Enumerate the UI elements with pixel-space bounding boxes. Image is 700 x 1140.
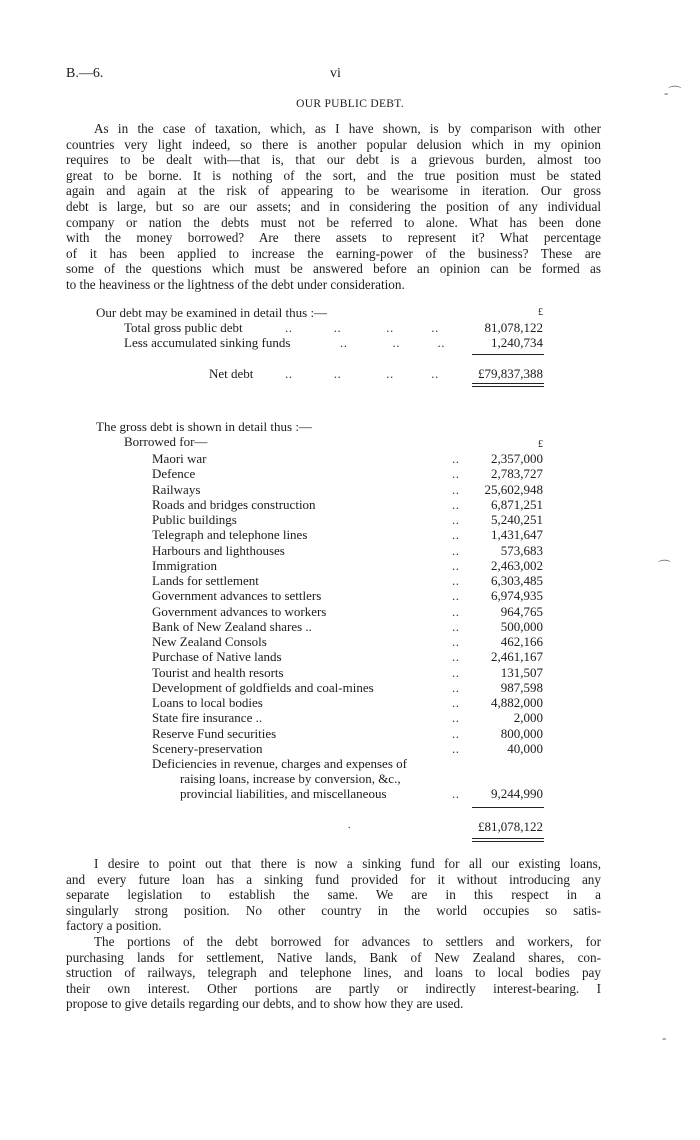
detail-row-label: Purchase of Native lands <box>152 649 282 665</box>
text-line: great to be borne. It is nothing of the sort, and the true position must be stated <box>66 167 601 183</box>
page-identifier: B.—6. <box>66 66 104 81</box>
detail-row-amount: 6,303,485 <box>491 573 543 588</box>
detail-row-label: Defence <box>152 466 196 482</box>
stray-mark: . <box>348 820 351 831</box>
net-double-rule <box>472 386 544 387</box>
margin-mark: ‐⌒ <box>664 85 682 100</box>
detail-row-amount: 6,974,935 <box>491 588 543 604</box>
text-line: their own interest. Other portions are partly or indirectly interest-bearing. I <box>66 980 601 996</box>
closing-section <box>66 856 601 1012</box>
detail-row-label: Loans to local bodies <box>152 695 263 710</box>
text-line: struction of railways, telegraph and telephone lines, and loans to local bodies pay <box>66 965 601 981</box>
summary-row-amount: 81,078,122 <box>484 320 543 335</box>
detail-row-label: Lands for settlement <box>152 573 259 588</box>
leader-dots: .. <box>452 512 460 527</box>
detail-row-label: Immigration <box>152 557 217 573</box>
leader-dots: .. <box>452 618 460 634</box>
detail-row-label: Development of goldfields and coal-mines <box>152 679 374 695</box>
detail-row-amount: 987,598 <box>500 679 543 695</box>
detail-row-label: New Zealand Consols <box>152 634 267 649</box>
detail-row-amount: 131,507 <box>500 664 543 680</box>
text-line: of it has been applied to increase the earning-power of the business? These are <box>66 245 601 261</box>
leader-dots: .. <box>452 496 460 512</box>
net-double-rule <box>472 383 544 384</box>
total-double-rule <box>472 841 544 842</box>
detail-row-amount: 4,882,000 <box>491 695 543 710</box>
leader-dots: .. <box>452 603 460 619</box>
text-line: countries very light indeed, so there is another popular delusion which in my opinion <box>66 136 601 152</box>
gross-total-amount: £81,078,122 <box>478 819 543 834</box>
net-debt-amount: £79,837,388 <box>478 366 543 381</box>
detail-row-amount: 2,357,000 <box>491 451 543 466</box>
text-line: factory a position. <box>66 918 162 934</box>
detail-row-label: Maori war <box>152 451 207 466</box>
text-line: some of the questions which must be answered before an opinion can be formed as <box>66 261 601 277</box>
detail-row-amount: 2,461,167 <box>491 649 543 665</box>
detail-row-amount: 800,000 <box>500 725 543 741</box>
detail-row-label: Government advances to workers <box>152 603 327 619</box>
deficiencies-label-line1: Deficiencies in revenue, charges and expenses of <box>152 756 407 771</box>
detail-row-amount: 5,240,251 <box>491 512 543 527</box>
detail-currency-header: £ <box>538 439 543 450</box>
leader-dots: .. <box>452 649 460 665</box>
total-double-rule <box>472 838 544 839</box>
detail-row-label: Roads and bridges construction <box>152 496 316 512</box>
leader-dots: .. <box>452 695 460 710</box>
margin-mark: ‐ <box>662 1030 667 1045</box>
detail-row-amount: 6,871,251 <box>491 496 543 512</box>
detail-row-amount: 25,602,948 <box>484 481 543 497</box>
detail-row-amount: 462,166 <box>500 634 543 649</box>
text-line: requires to be dealt with—that is, that our debt is a grievous burden, almost too <box>66 152 601 168</box>
detail-row-amount: 2,463,002 <box>491 557 543 573</box>
text-line: separate legislation to establish the same. We are in this respect in a <box>66 887 601 903</box>
total-rule <box>472 807 544 808</box>
leader-dots: .. <box>452 679 460 695</box>
intro-paragraph <box>66 121 601 293</box>
detail-row-label: Bank of New Zealand shares .. <box>152 618 312 634</box>
detail-row-label: Tourist and health resorts <box>152 664 284 680</box>
text-line: purchasing lands for settlement, Native lands, Bank of New Zealand shares, con- <box>66 949 601 965</box>
detail-row-label: Public buildings <box>152 512 237 527</box>
summary-rule <box>472 354 544 355</box>
leader-dots: .. <box>452 542 460 558</box>
text-line: propose to give details regarding our debts, and to show how they are used. <box>66 996 464 1012</box>
detail-intro: The gross debt is shown in detail thus :— <box>96 419 312 434</box>
text-line: I desire to point out that there is now a sinking fund for all our existing loans, <box>94 856 601 871</box>
closing-paragraph-2 <box>66 934 601 1012</box>
summary-currency-header: £ <box>538 307 543 318</box>
text-line: debt is large, but so are our assets; and in considering the position of any individual <box>66 198 601 214</box>
detail-row-amount: 500,000 <box>500 618 543 634</box>
detail-row-amount: 573,683 <box>500 542 543 558</box>
detail-row-label: Telegraph and telephone lines <box>152 527 308 543</box>
leader-dots: .. <box>452 466 460 482</box>
detail-row-amount: 1,431,647 <box>491 527 543 543</box>
detail-row-label: Scenery-preservation <box>152 740 263 756</box>
detail-row-label: State fire insurance .. <box>152 710 263 726</box>
leader-dots: .. <box>452 664 460 680</box>
text-line: again and again at the risk of appearing to be wearisome in iteration. Our gross <box>66 183 601 199</box>
leader-dots: .. <box>452 451 460 466</box>
summary-row-label: Total gross public debt <box>124 320 243 335</box>
leader-dots: .. <box>452 740 460 756</box>
text-line: with the money borrowed? Are there assets to represent it? What percentage <box>66 230 601 246</box>
detail-row-label: Reserve Fund securities <box>152 725 277 741</box>
detail-row-amount: 2,783,727 <box>491 466 543 482</box>
text-line: to the heaviness or the lightness of the debt under consideration. <box>66 276 405 292</box>
text-line: company or nation the debts must not be referred to alone. What has been done <box>66 214 601 230</box>
leader-dots: .. .. .. <box>340 335 445 350</box>
page-number: vi <box>330 66 341 81</box>
summary-row-amount: 1,240,734 <box>491 335 543 350</box>
section-title: OUR PUBLIC DEBT. <box>296 98 404 110</box>
leader-dots: .. <box>452 588 460 604</box>
leader-dots: .. <box>452 786 460 801</box>
summary-row-label: Less accumulated sinking funds <box>124 335 291 350</box>
leader-dots: .. <box>452 725 460 741</box>
deficiencies-label-line2: raising loans, increase by conversion, &c., <box>180 771 401 786</box>
leader-dots: .. <box>452 557 460 573</box>
text-line: singularly strong position. No other country in the world occupies so satis- <box>66 902 601 918</box>
summary-intro: Our debt may be examined in detail thus :— <box>96 305 328 320</box>
leader-dots: .. <box>452 634 460 649</box>
closing-paragraph-1 <box>66 856 601 934</box>
net-debt-label: Net debt <box>209 366 254 381</box>
detail-row-amount: 2,000 <box>513 710 543 726</box>
leader-dots: .. <box>452 573 460 588</box>
detail-row-amount: 40,000 <box>507 740 543 756</box>
text-line: and every future loan has a sinking fund provided for it without introducing any <box>66 871 601 887</box>
leader-dots: .. <box>452 710 460 726</box>
text-line: As in the case of taxation, which, as I have shown, is by comparison with other <box>94 121 601 136</box>
leader-dots: .. <box>452 527 460 543</box>
detail-row-label: Railways <box>152 481 201 497</box>
detail-subheading: Borrowed for— <box>124 434 208 449</box>
leader-dots: .. .. .. .. <box>285 320 439 335</box>
deficiencies-amount: 9,244,990 <box>491 786 543 801</box>
margin-mark: ⌒ <box>658 559 672 574</box>
detail-row-label: Harbours and lighthouses <box>152 542 285 558</box>
leader-dots: .. <box>452 481 460 497</box>
text-line: The portions of the debt borrowed for advances to settlers and workers, for <box>94 933 601 949</box>
detail-row-label: Government advances to settlers <box>152 588 322 604</box>
leader-dots: .. .. .. .. <box>285 366 439 381</box>
deficiencies-label-line3: provincial liabilities, and miscellaneous <box>180 786 387 801</box>
detail-row-amount: 964,765 <box>500 603 543 619</box>
